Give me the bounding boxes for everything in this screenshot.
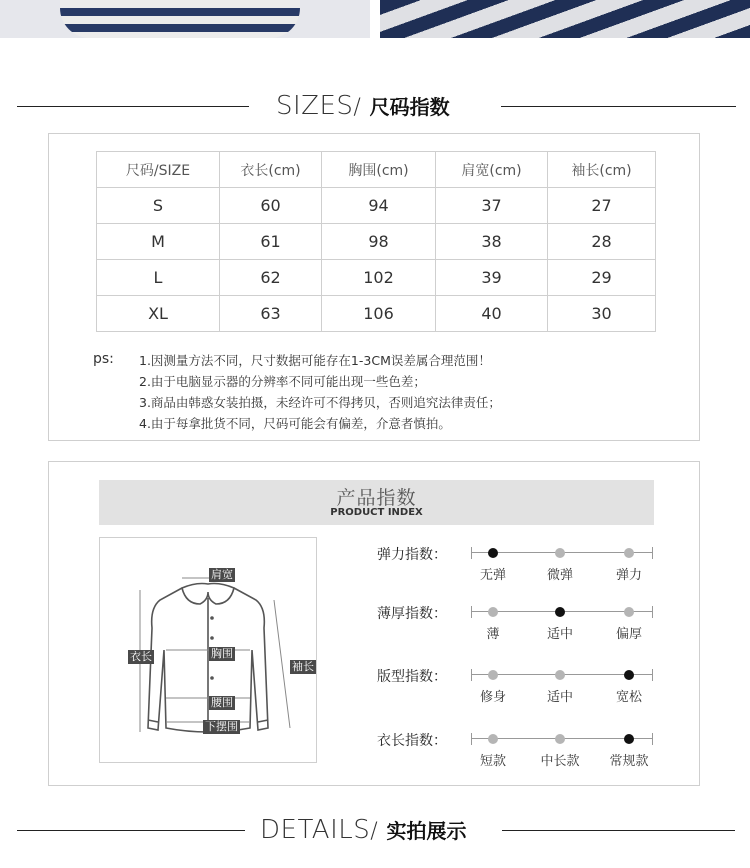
index-scale [471,547,653,559]
table-cell: 98 [322,224,436,260]
table-cell: XL [97,296,220,332]
table-cell: 39 [436,260,548,296]
table-cell: 94 [322,188,436,224]
header-cell: 胸围(cm) [322,152,436,188]
table-cell: L [97,260,220,296]
index-row-label: 衣长指数： [377,733,447,749]
header-cell: 衣长(cm) [220,152,322,188]
index-dot [488,607,498,617]
table-row [97,296,656,332]
index-row-label: 薄厚指数： [377,606,447,622]
product-index-banner [99,480,654,525]
index-option-label: 偏厚 [615,627,643,642]
table-cell: 30 [548,296,656,332]
product-index-title: 产品指数 [336,487,417,509]
note-line: 2.由于电脑显示器的分辨率不同可能出现一些色差； [139,374,426,389]
note-line: 1.因测量方法不同，尺寸数据可能存在1-3CM误差属合理范围！ [139,353,491,368]
product-index-subtitle: PRODUCT INDEX [330,507,423,518]
note-line: 4.由于每拿批货不同，尺码可能会有偏差，介意者慎拍。 [139,416,451,431]
details-heading-sep: / [370,819,379,844]
table-cell: 29 [548,260,656,296]
sleeve-label: 袖长 [292,660,314,673]
sizes-heading [0,86,750,126]
header-cell: 肩宽(cm) [436,152,548,188]
chest-label: 胸围 [211,647,233,660]
index-dot [555,734,565,744]
index-dot-selected [624,734,634,744]
product-photo-right [380,0,750,38]
index-dot-selected [555,607,565,617]
index-option-label: 短款 [479,754,507,769]
table-cell: 60 [220,188,322,224]
product-photo-left [0,0,370,38]
table-cell: 37 [436,188,548,224]
index-dot [624,548,634,558]
index-option-label: 常规款 [609,754,649,769]
table-row [97,224,656,260]
index-row-label: 版型指数： [377,669,447,685]
table-cell: 63 [220,296,322,332]
index-option-label: 适中 [546,627,574,642]
index-option-label: 适中 [546,690,574,705]
index-dot [624,607,634,617]
index-option-label: 无弹 [479,568,507,583]
index-dot [555,548,565,558]
index-dot-selected [624,670,634,680]
sizes-heading-cn: 尺码指数 [369,95,450,119]
index-dot-selected [488,548,498,558]
index-dot [488,670,498,680]
index-scale [471,606,653,618]
index-scale [471,669,653,681]
index-option-label: 宽松 [615,690,643,705]
table-row [97,260,656,296]
index-row-label: 弹力指数： [377,547,447,563]
table-row [97,188,656,224]
index-option-label: 微弹 [546,568,574,583]
waist-label: 腰围 [211,696,233,709]
notes-label: ps: [93,351,114,367]
index-option-label: 薄 [486,627,500,642]
table-cell: 28 [548,224,656,260]
header-cell: 尺码/SIZE [97,152,220,188]
sizes-heading-en: SIZES [276,91,354,121]
table-cell: 62 [220,260,322,296]
table-cell: 106 [322,296,436,332]
table-cell: 40 [436,296,548,332]
index-dot [488,734,498,744]
table-cell: 61 [220,224,322,260]
header-cell: 袖长(cm) [548,152,656,188]
table-cell: S [97,188,220,224]
product-index-panel [48,461,700,786]
length-label: 衣长 [130,650,152,663]
shoulder-label: 肩宽 [211,568,233,581]
details-heading-cn: 实拍展示 [386,819,467,843]
table-header-row [97,152,656,188]
size-table [96,151,656,332]
table-cell: 27 [548,188,656,224]
details-heading [0,810,750,850]
details-heading-en: DETAILS [260,815,371,845]
hem-label: 下摆围 [205,720,238,733]
table-cell: 38 [436,224,548,260]
index-scale [471,733,653,745]
sizes-heading-sep: / [353,95,362,120]
table-cell: 102 [322,260,436,296]
note-line: 3.商品由韩惑女装拍摄，未经许可不得拷贝，否则追究法律责任； [139,395,501,410]
garment-diagram [99,537,317,763]
index-option-label: 中长款 [540,754,580,769]
index-option-label: 修身 [479,690,507,705]
table-cell: M [97,224,220,260]
size-chart-panel [48,133,700,441]
index-option-label: 弹力 [615,568,643,583]
index-dot [555,670,565,680]
